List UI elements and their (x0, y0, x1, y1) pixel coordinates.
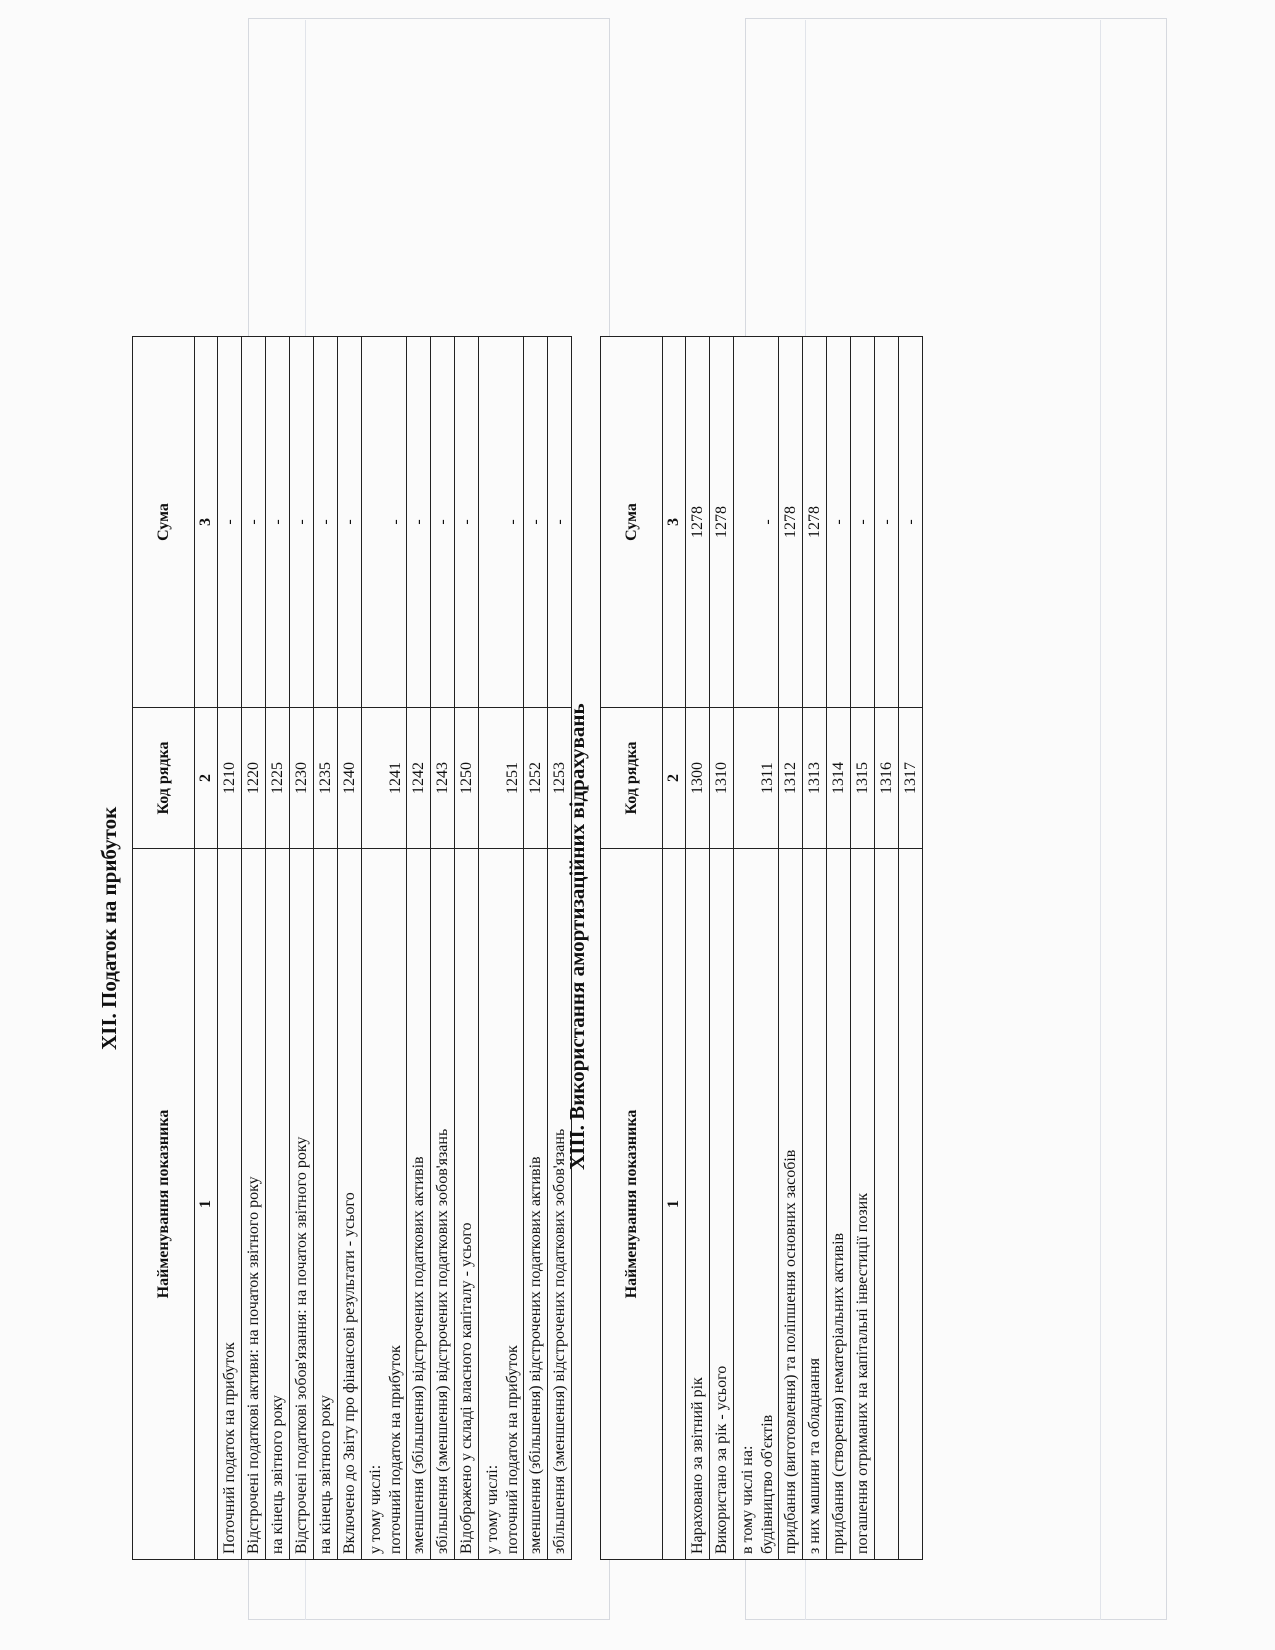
row-label: зменшення (збільшення) відстрочених податкових активів (524, 849, 548, 1560)
table-row (899, 337, 923, 1560)
col-header-code: Код рядка (601, 708, 663, 849)
row-label: на кінець звітного року (266, 849, 290, 1560)
row-sum: - (218, 337, 242, 708)
row-code: 1313 (803, 708, 827, 849)
row-code: 1240 (338, 708, 362, 849)
row-label-line2: поточний податок на прибуток (387, 1345, 404, 1554)
row-label: Нараховано за звітний рік (686, 849, 710, 1560)
table-row (218, 337, 242, 1560)
section-xiii-title: XIII. Використання амортизаційних відрахувань (565, 703, 589, 1170)
table-row (455, 337, 479, 1560)
row-label: збільшення (зменшення) відстрочених податкових зобов'язань (548, 849, 572, 1560)
row-sum: 1278 (803, 337, 827, 708)
row-code: 1243 (431, 708, 455, 849)
section-xii-title: XII. Податок на прибуток (97, 806, 121, 1050)
table-row (875, 337, 899, 1560)
row-sum: - (548, 337, 572, 708)
row-code: 1250 (455, 708, 479, 849)
col-number: 2 (195, 708, 218, 849)
row-code: 1252 (524, 708, 548, 849)
table-row (314, 337, 338, 1560)
row-code: 1300 (686, 708, 710, 849)
row-code: 1241 (362, 708, 407, 849)
row-label: погашення отриманих на капітальні інвестиції позик (851, 849, 875, 1560)
row-code: 1253 (548, 708, 572, 849)
row-label-line1: в тому числі на: (739, 1445, 756, 1554)
table-row (851, 337, 875, 1560)
row-sum: - (479, 337, 524, 708)
row-code: 1314 (827, 708, 851, 849)
row-label: придбання (створення) нематеріальних активів (827, 849, 851, 1560)
row-label-line2: поточний податок на прибуток (504, 1345, 521, 1554)
row-label: на кінець звітного року (314, 849, 338, 1560)
row-label: Відображено у складі власного капіталу - усього (455, 849, 479, 1560)
row-label (362, 849, 407, 1560)
row-sum: - (827, 337, 851, 708)
row-code: 1317 (899, 708, 923, 849)
table-row (803, 337, 827, 1560)
row-code: 1315 (851, 708, 875, 849)
row-label-line1: у тому числі: (484, 1464, 501, 1554)
income-tax-table (132, 336, 572, 1560)
table-row (779, 337, 803, 1560)
table-row (734, 337, 779, 1560)
row-label: Поточний податок на прибуток (218, 849, 242, 1560)
row-code: 1310 (710, 708, 734, 849)
row-sum: - (455, 337, 479, 708)
row-label: зменшення (збільшення) відстрочених податкових активів (407, 849, 431, 1560)
row-code: 1312 (779, 708, 803, 849)
row-sum: - (338, 337, 362, 708)
row-label: Використано за рік - усього (710, 849, 734, 1560)
row-sum: - (242, 337, 266, 708)
bleed-through-line (1100, 20, 1101, 1620)
row-sum: 1278 (710, 337, 734, 708)
col-header-name: Найменування показника (133, 849, 195, 1560)
row-code: 1235 (314, 708, 338, 849)
row-sum: - (407, 337, 431, 708)
row-sum: - (851, 337, 875, 708)
row-label (479, 849, 524, 1560)
col-number: 1 (663, 849, 686, 1560)
row-sum: - (524, 337, 548, 708)
table-row (266, 337, 290, 1560)
table-row (362, 337, 407, 1560)
row-sum: - (266, 337, 290, 708)
row-label: збільшення (зменшення) відстрочених податкових зобов'язань (431, 849, 455, 1560)
row-code: 1220 (242, 708, 266, 849)
row-label: придбання (виготовлення) та поліпшення основних засобів (779, 849, 803, 1560)
table-row (242, 337, 266, 1560)
depreciation-table (600, 336, 923, 1560)
col-header-sum: Сума (133, 337, 195, 708)
table-row (524, 337, 548, 1560)
col-header-code: Код рядка (133, 708, 195, 849)
row-sum: - (314, 337, 338, 708)
row-code: 1230 (290, 708, 314, 849)
row-label (899, 849, 923, 1560)
row-label: Включено до Звіту про фінансові результати - усього (338, 849, 362, 1560)
row-sum: - (734, 337, 779, 708)
row-sum: - (899, 337, 923, 708)
row-code: 1311 (734, 708, 779, 849)
row-label (734, 849, 779, 1560)
row-code: 1316 (875, 708, 899, 849)
row-sum: - (290, 337, 314, 708)
table-row (431, 337, 455, 1560)
col-number: 2 (663, 708, 686, 849)
row-label (875, 849, 899, 1560)
row-code: 1242 (407, 708, 431, 849)
table-row (290, 337, 314, 1560)
row-code: 1251 (479, 708, 524, 849)
row-label-line1: у тому числі: (367, 1464, 384, 1554)
col-number: 1 (195, 849, 218, 1560)
col-header-name: Найменування показника (601, 849, 663, 1560)
row-code: 1210 (218, 708, 242, 849)
table-row (338, 337, 362, 1560)
table-row (827, 337, 851, 1560)
table-row (407, 337, 431, 1560)
row-code: 1225 (266, 708, 290, 849)
row-sum: - (431, 337, 455, 708)
table-row (479, 337, 524, 1560)
col-number: 3 (195, 337, 218, 708)
table-row (710, 337, 734, 1560)
row-label: з них машини та обладнання (803, 849, 827, 1560)
row-sum: - (875, 337, 899, 708)
col-number: 3 (663, 337, 686, 708)
row-label: Відстрочені податкові зобов'язання: на початок звітного року (290, 849, 314, 1560)
table-row (686, 337, 710, 1560)
row-sum: 1278 (779, 337, 803, 708)
col-header-sum: Сума (601, 337, 663, 708)
row-label-line2: будівництво об'єктів (759, 1414, 776, 1554)
row-label: Відстрочені податкові активи: на початок звітного року (242, 849, 266, 1560)
row-sum: - (362, 337, 407, 708)
row-sum: 1278 (686, 337, 710, 708)
